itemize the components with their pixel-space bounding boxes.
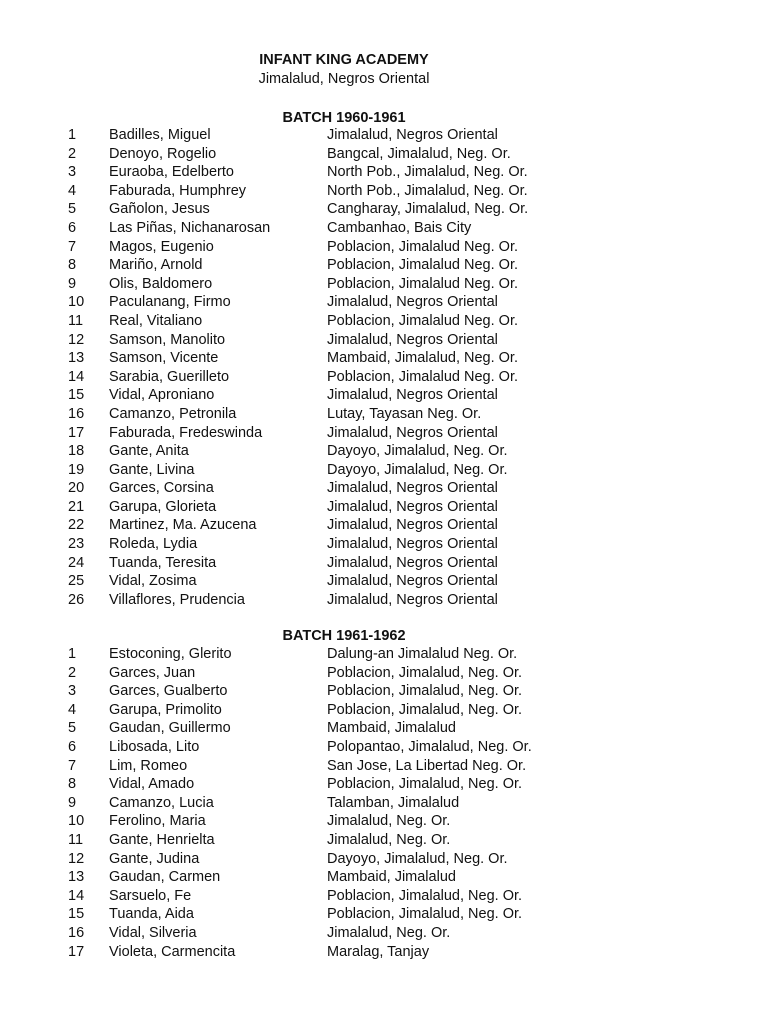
student-number: 4 — [68, 182, 77, 199]
student-number: 13 — [68, 350, 85, 367]
student-number: 12 — [68, 850, 85, 867]
student-address: Dayoyo, Jimalalud, Neg. Or. — [327, 443, 508, 460]
student-row — [0, 924, 768, 943]
student-row — [0, 405, 768, 424]
school-location: Jimalalud, Negros Oriental — [258, 71, 430, 87]
student-address: Poblacion, Jimalalud, Neg. Or. — [327, 906, 523, 923]
student-address: Cambanhao, Bais City — [327, 219, 472, 236]
student-row — [0, 591, 768, 610]
student-row — [0, 275, 768, 294]
student-name: Las Piñas, Nichanarosan — [109, 219, 271, 236]
student-row — [0, 386, 768, 405]
student-address: Dalung-an Jimalalud Neg. Or. — [327, 646, 518, 662]
student-name: Gante, Livina — [109, 461, 195, 478]
student-address: Jimalalud, Negros Oriental — [327, 498, 498, 515]
student-row — [0, 238, 768, 257]
student-row — [0, 442, 768, 461]
student-address: Cangharay, Jimalalud, Neg. Or. — [327, 201, 529, 218]
student-number: 8 — [68, 776, 77, 793]
student-number: 23 — [68, 536, 85, 553]
student-row — [0, 331, 768, 350]
student-name: Garupa, Glorieta — [109, 498, 217, 515]
student-number: 13 — [68, 869, 85, 886]
student-address: Jimalalud, Negros Oriental — [327, 554, 498, 571]
student-number: 1 — [68, 646, 77, 662]
student-name: Vidal, Aproniano — [109, 387, 215, 404]
student-number: 12 — [68, 331, 85, 348]
student-number: 5 — [68, 201, 77, 218]
student-address: Poblacion, Jimalalud, Neg. Or. — [327, 664, 523, 681]
student-address: Poblacion, Jimalalud Neg. Or. — [327, 257, 519, 274]
student-address: Jimalalud, Negros Oriental — [327, 331, 498, 348]
student-address: Bangcal, Jimalalud, Neg. Or. — [327, 145, 511, 162]
student-number: 7 — [68, 238, 77, 255]
student-number: 17 — [68, 424, 85, 441]
student-row — [0, 293, 768, 312]
student-row — [0, 368, 768, 387]
student-name: Gante, Henrielta — [109, 831, 215, 848]
student-row — [0, 312, 768, 331]
student-address: Mambaid, Jimalalud — [327, 869, 456, 886]
student-name: Euraoba, Edelberto — [109, 164, 234, 181]
student-number: 14 — [68, 368, 85, 385]
student-number: 6 — [68, 219, 77, 236]
student-address: North Pob., Jimalalud, Neg. Or. — [327, 182, 528, 199]
student-name: Real, Vitaliano — [109, 312, 203, 329]
student-row — [0, 701, 768, 720]
student-row — [0, 794, 768, 813]
student-address: Jimalalud, Neg. Or. — [327, 831, 451, 848]
student-number: 20 — [68, 480, 85, 497]
student-number: 21 — [68, 498, 85, 515]
student-name: Garces, Corsina — [109, 480, 214, 497]
student-name: Vidal, Amado — [109, 776, 195, 793]
student-name: Faburada, Fredeswinda — [109, 424, 263, 441]
student-row — [0, 943, 768, 962]
student-number: 9 — [68, 275, 77, 292]
student-number: 9 — [68, 794, 77, 811]
student-name: Roleda, Lydia — [109, 536, 198, 553]
student-number: 10 — [68, 813, 85, 830]
student-name: Samson, Manolito — [109, 331, 226, 348]
student-row — [0, 757, 768, 776]
student-number: 16 — [68, 924, 85, 941]
student-name: Paculanang, Firmo — [109, 294, 231, 311]
student-name: Gante, Judina — [109, 850, 200, 867]
student-number: 17 — [68, 943, 85, 960]
student-address: Jimalalud, Negros Oriental — [327, 536, 498, 553]
student-name: Badilles, Miguel — [109, 127, 211, 143]
student-row — [0, 516, 768, 535]
student-number: 15 — [68, 906, 85, 923]
student-row — [0, 163, 768, 182]
student-row — [0, 887, 768, 906]
student-address: Poblacion, Jimalalud Neg. Or. — [327, 368, 519, 385]
student-name: Garupa, Primolito — [109, 701, 222, 718]
student-name: Denoyo, Rogelio — [109, 145, 217, 162]
student-name: Sarabia, Guerilleto — [109, 368, 230, 385]
student-row — [0, 868, 768, 887]
student-name: Lim, Romeo — [109, 757, 188, 774]
student-address: Poblacion, Jimalalud, Neg. Or. — [327, 887, 523, 904]
student-number: 11 — [68, 831, 84, 848]
student-row — [0, 498, 768, 517]
student-address: Jimalalud, Negros Oriental — [327, 294, 498, 311]
student-name: Violeta, Carmencita — [109, 943, 236, 960]
student-number: 18 — [68, 443, 85, 460]
student-row — [0, 664, 768, 683]
student-row — [0, 850, 768, 869]
student-name: Olis, Baldomero — [109, 275, 213, 292]
student-name: Estoconing, Glerito — [109, 646, 232, 662]
student-name: Gaudan, Carmen — [109, 869, 221, 886]
student-row — [0, 145, 768, 164]
student-row — [0, 554, 768, 573]
student-number: 22 — [68, 517, 85, 534]
student-address: North Pob., Jimalalud, Neg. Or. — [327, 164, 528, 181]
student-name: Vidal, Silveria — [109, 924, 197, 941]
student-address: Mambaid, Jimalalud — [327, 720, 456, 737]
student-address: Mambaid, Jimalalud, Neg. Or. — [327, 350, 518, 367]
student-name: Villaflores, Prudencia — [109, 591, 245, 608]
student-number: 11 — [68, 312, 84, 329]
student-name: Ferolino, Maria — [109, 813, 206, 830]
student-address: Maralag, Tanjay — [327, 943, 430, 960]
student-address: Poblacion, Jimalalud Neg. Or. — [327, 312, 519, 329]
student-row — [0, 572, 768, 591]
student-number: 5 — [68, 720, 77, 737]
student-number: 26 — [68, 591, 85, 608]
student-number: 25 — [68, 573, 85, 590]
student-address: Jimalalud, Negros Oriental — [327, 424, 498, 441]
student-name: Gaudan, Guillermo — [109, 720, 231, 737]
student-number: 6 — [68, 738, 77, 755]
school-title: INFANT KING ACADEMY — [259, 52, 429, 68]
student-name: Mariño, Arnold — [109, 257, 203, 274]
student-name: Garces, Juan — [109, 664, 196, 681]
student-row — [0, 182, 768, 201]
student-address: Jimalalud, Negros Oriental — [327, 591, 498, 608]
student-number: 2 — [68, 664, 77, 681]
student-name: Sarsuelo, Fe — [109, 887, 192, 904]
student-name: Samson, Vicente — [109, 350, 219, 367]
student-address: Jimalalud, Negros Oriental — [327, 127, 498, 143]
batch-heading-1960-1961: BATCH 1960-1961 — [282, 110, 406, 126]
student-address: Polopantao, Jimalalud, Neg. Or. — [327, 738, 532, 755]
student-number: 3 — [68, 164, 77, 181]
student-name: Tuanda, Aida — [109, 906, 194, 923]
student-name: Magos, Eugenio — [109, 238, 214, 255]
student-address: Jimalalud, Negros Oriental — [327, 517, 498, 534]
student-row — [0, 719, 768, 738]
student-number: 3 — [68, 683, 77, 700]
student-number: 2 — [68, 145, 77, 162]
student-address: Dayoyo, Jimalalud, Neg. Or. — [327, 461, 508, 478]
student-address: Jimalalud, Neg. Or. — [327, 813, 451, 830]
student-name: Vidal, Zosima — [109, 573, 197, 590]
student-row — [0, 812, 768, 831]
student-row — [0, 645, 768, 664]
student-address: Poblacion, Jimalalud Neg. Or. — [327, 275, 519, 292]
student-number: 16 — [68, 405, 85, 422]
batch-heading-1961-1962: BATCH 1961-1962 — [282, 628, 406, 644]
student-name: Tuanda, Teresita — [109, 554, 217, 571]
student-number: 4 — [68, 701, 77, 718]
student-address: Poblacion, Jimalalud, Neg. Or. — [327, 701, 523, 718]
student-address: Poblacion, Jimalalud, Neg. Or. — [327, 683, 523, 700]
student-row — [0, 775, 768, 794]
student-row — [0, 535, 768, 554]
student-name: Camanzo, Lucia — [109, 794, 214, 811]
student-address: Talamban, Jimalalud — [327, 794, 460, 811]
student-address: San Jose, La Libertad Neg. Or. — [327, 757, 527, 774]
student-row — [0, 682, 768, 701]
student-row — [0, 349, 768, 368]
batch-list-1960-1961 — [0, 126, 768, 609]
student-address: Lutay, Tayasan Neg. Or. — [327, 405, 482, 422]
batch-list-1961-1962 — [0, 645, 768, 961]
student-row — [0, 126, 768, 145]
student-row — [0, 905, 768, 924]
student-address: Poblacion, Jimalalud, Neg. Or. — [327, 776, 523, 793]
student-row — [0, 461, 768, 480]
student-name: Gañolon, Jesus — [109, 201, 210, 218]
student-row — [0, 200, 768, 219]
student-number: 19 — [68, 461, 85, 478]
student-address: Dayoyo, Jimalalud, Neg. Or. — [327, 850, 508, 867]
student-row — [0, 424, 768, 443]
student-name: Martinez, Ma. Azucena — [109, 517, 257, 534]
student-name: Gante, Anita — [109, 443, 189, 460]
student-address: Jimalalud, Negros Oriental — [327, 573, 498, 590]
student-row — [0, 479, 768, 498]
student-number: 1 — [68, 127, 77, 143]
student-address: Jimalalud, Negros Oriental — [327, 387, 498, 404]
student-row — [0, 738, 768, 757]
student-number: 8 — [68, 257, 77, 274]
student-name: Faburada, Humphrey — [109, 182, 247, 199]
student-name: Garces, Gualberto — [109, 683, 228, 700]
student-number: 14 — [68, 887, 85, 904]
student-number: 10 — [68, 294, 85, 311]
student-number: 24 — [68, 554, 85, 571]
student-address: Poblacion, Jimalalud Neg. Or. — [327, 238, 519, 255]
student-row — [0, 831, 768, 850]
student-number: 15 — [68, 387, 85, 404]
student-number: 7 — [68, 757, 77, 774]
student-address: Jimalalud, Negros Oriental — [327, 480, 498, 497]
student-name: Libosada, Lito — [109, 738, 200, 755]
student-row — [0, 219, 768, 238]
student-name: Camanzo, Petronila — [109, 405, 237, 422]
student-address: Jimalalud, Neg. Or. — [327, 924, 451, 941]
student-row — [0, 256, 768, 275]
